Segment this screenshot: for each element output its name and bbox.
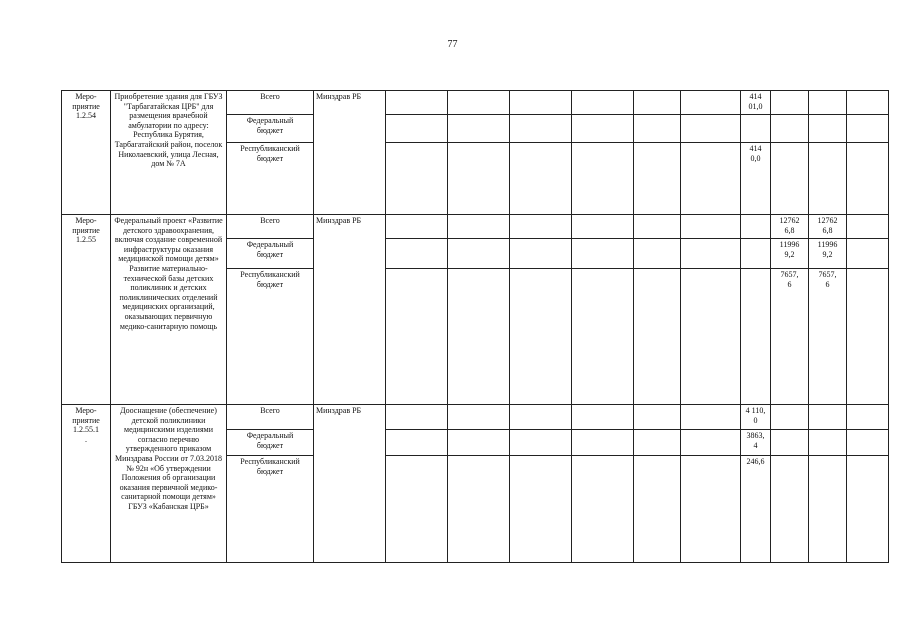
value-cell	[771, 430, 809, 456]
funding-source-cell-text: Республиканский бюджет	[240, 144, 300, 163]
funding-source-cell	[227, 143, 314, 215]
event-number-cell	[62, 405, 111, 563]
value-cell-text: 3863, 4	[746, 431, 765, 450]
value-cell	[847, 405, 889, 430]
value-cell-text: 4 110, 0	[745, 406, 766, 425]
value-cell	[771, 269, 809, 405]
value-cell	[681, 456, 741, 563]
executor-cell	[314, 405, 386, 563]
value-cell	[448, 405, 510, 430]
value-cell	[771, 115, 809, 143]
value-cell	[847, 456, 889, 563]
event-description-cell-text: Федеральный проект «Развитие детского здравоохранения, включая создание современной инфраструктуры оказания медицинской помощи детям» Развитие материально-технической базы детских поликлиник и детских поликлинических отделений медицинских организаций, оказывающих первичную медико-санитарную помощь	[114, 216, 223, 331]
value-cell-text: 7657, 6	[780, 270, 799, 289]
value-cell	[771, 405, 809, 430]
table-row	[62, 405, 889, 430]
value-cell	[681, 115, 741, 143]
value-cell	[809, 456, 847, 563]
value-cell	[809, 115, 847, 143]
value-cell	[510, 239, 572, 269]
value-cell	[741, 91, 771, 115]
value-cell	[510, 215, 572, 239]
event-number-cell-text: Меро- приятие 1.2.55.1 .	[72, 406, 100, 444]
value-cell	[386, 405, 448, 430]
funding-source-cell	[227, 456, 314, 563]
value-cell	[634, 405, 681, 430]
value-cell	[681, 430, 741, 456]
value-cell	[741, 430, 771, 456]
event-description-cell-text: Дооснащение (обеспечение) детской поликлиники медицинскими изделиями согласно перечню утвержденного приказом Минздрава России от 7.03.2018 № 92н «Об утверждении Положения об организации оказания первичной медико-санитарной помощи детям» ГБУЗ «Кабанская ЦРБ»	[114, 406, 223, 511]
event-number-cell	[62, 215, 111, 405]
value-cell	[809, 405, 847, 430]
event-description-cell-text: Приобретение здания для ГБУЗ "Тарбагатайская ЦРБ" для размещения врачебной амбулатории по адресу: Республика Бурятия, Тарбагатайский район, поселок Николаевский, улица Лесная, дом № 7А	[114, 92, 223, 169]
funding-source-cell-text: Всего	[260, 216, 280, 225]
executor-cell-text: Минздрав РБ	[316, 406, 362, 415]
value-cell	[386, 91, 448, 115]
event-number-cell-text: Меро- приятие 1.2.55	[72, 216, 100, 245]
table-row	[62, 215, 889, 239]
value-cell	[448, 115, 510, 143]
value-cell-text: 11996 9,2	[779, 240, 800, 259]
event-number-cell	[62, 91, 111, 215]
value-cell	[771, 91, 809, 115]
value-cell	[386, 115, 448, 143]
funding-source-cell-text: Республиканский бюджет	[240, 457, 300, 476]
funding-source-cell	[227, 239, 314, 269]
value-cell	[634, 239, 681, 269]
value-cell	[681, 269, 741, 405]
funding-source-cell	[227, 430, 314, 456]
value-cell	[847, 239, 889, 269]
value-cell	[681, 405, 741, 430]
value-cell	[681, 91, 741, 115]
value-cell	[681, 143, 741, 215]
value-cell	[510, 456, 572, 563]
funding-source-cell-text: Федеральный бюджет	[246, 240, 294, 259]
value-cell	[572, 456, 634, 563]
event-number-cell-text: Меро- приятие 1.2.54	[72, 92, 100, 121]
value-cell	[741, 456, 771, 563]
value-cell	[771, 239, 809, 269]
value-cell	[572, 405, 634, 430]
funding-source-cell-text: Федеральный бюджет	[246, 431, 294, 450]
value-cell	[386, 269, 448, 405]
value-cell	[741, 115, 771, 143]
value-cell-text: 12762 6,8	[817, 216, 838, 235]
value-cell	[448, 456, 510, 563]
value-cell-text: 7657, 6	[818, 270, 837, 289]
value-cell	[809, 143, 847, 215]
value-cell	[572, 215, 634, 239]
value-cell	[510, 91, 572, 115]
value-cell	[386, 239, 448, 269]
funding-source-cell	[227, 405, 314, 430]
value-cell-text: 12762 6,8	[779, 216, 800, 235]
value-cell	[847, 115, 889, 143]
value-cell	[572, 269, 634, 405]
value-cell	[809, 215, 847, 239]
value-cell	[741, 143, 771, 215]
value-cell	[386, 215, 448, 239]
value-cell	[386, 430, 448, 456]
value-cell	[741, 215, 771, 239]
value-cell	[634, 215, 681, 239]
value-cell	[386, 143, 448, 215]
value-cell	[448, 430, 510, 456]
funding-source-cell	[227, 269, 314, 405]
funding-source-cell	[227, 215, 314, 239]
funding-source-cell-text: Федеральный бюджет	[246, 116, 294, 135]
value-cell	[510, 143, 572, 215]
value-cell	[386, 456, 448, 563]
table-body	[62, 91, 889, 563]
value-cell	[771, 456, 809, 563]
funding-source-cell-text: Всего	[260, 406, 280, 415]
executor-cell-text: Минздрав РБ	[316, 216, 362, 225]
value-cell-text: 414 0,0	[749, 144, 762, 163]
page-number: 77	[447, 39, 458, 50]
value-cell	[741, 239, 771, 269]
value-cell-text: 246,6	[746, 457, 765, 466]
value-cell	[448, 143, 510, 215]
value-cell	[634, 143, 681, 215]
event-description-cell	[111, 91, 227, 215]
value-cell-text: 414 01,0	[748, 92, 763, 111]
funding-source-cell-text: Республиканский бюджет	[240, 270, 300, 289]
funding-source-cell	[227, 115, 314, 143]
value-cell	[572, 115, 634, 143]
budget-table	[61, 90, 889, 563]
value-cell	[771, 143, 809, 215]
value-cell	[572, 239, 634, 269]
value-cell	[634, 269, 681, 405]
value-cell	[847, 91, 889, 115]
value-cell	[448, 239, 510, 269]
executor-cell	[314, 91, 386, 215]
event-description-cell	[111, 215, 227, 405]
value-cell	[510, 115, 572, 143]
value-cell	[809, 269, 847, 405]
value-cell	[681, 239, 741, 269]
value-cell	[572, 430, 634, 456]
event-description-cell	[111, 405, 227, 563]
value-cell	[809, 239, 847, 269]
value-cell	[634, 430, 681, 456]
value-cell	[771, 215, 809, 239]
value-cell	[572, 143, 634, 215]
value-cell	[741, 269, 771, 405]
value-cell	[510, 269, 572, 405]
value-cell	[847, 215, 889, 239]
value-cell-text: 11996 9,2	[817, 240, 838, 259]
value-cell	[448, 215, 510, 239]
value-cell	[572, 91, 634, 115]
value-cell	[510, 405, 572, 430]
value-cell	[634, 91, 681, 115]
value-cell	[681, 215, 741, 239]
executor-cell	[314, 215, 386, 405]
value-cell	[809, 91, 847, 115]
value-cell	[809, 430, 847, 456]
value-cell	[847, 269, 889, 405]
value-cell	[510, 430, 572, 456]
value-cell	[448, 91, 510, 115]
value-cell	[448, 269, 510, 405]
value-cell	[741, 405, 771, 430]
value-cell	[634, 115, 681, 143]
table-row	[62, 91, 889, 115]
executor-cell-text: Минздрав РБ	[316, 92, 362, 101]
value-cell	[847, 143, 889, 215]
value-cell	[847, 430, 889, 456]
funding-source-cell-text: Всего	[260, 92, 280, 101]
value-cell	[634, 456, 681, 563]
funding-source-cell	[227, 91, 314, 115]
